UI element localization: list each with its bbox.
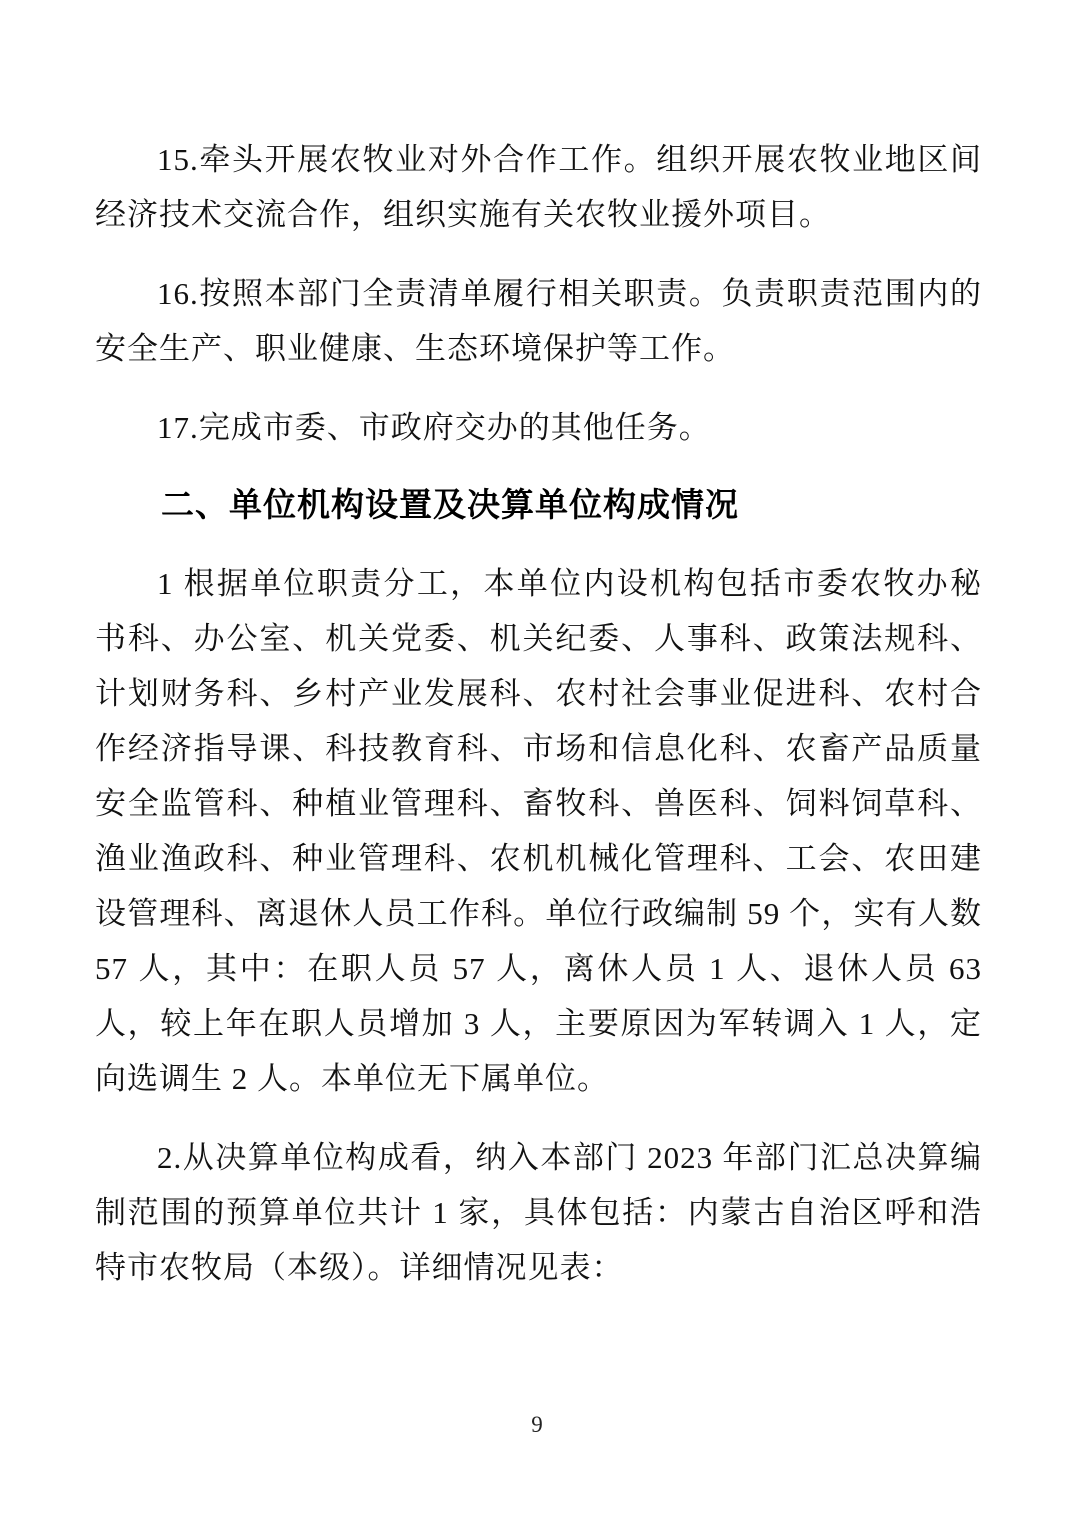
section-heading: 二、单位机构设置及决算单位构成情况 <box>161 486 739 523</box>
paragraph-duty-16: 16.按照本部门全责清单履行相关职责。负责职责范围内的安全生产、职业健康、生态环境保护等工作。 <box>95 276 982 366</box>
paragraph-unit-composition: 2.从决算单位构成看，纳入本部门 2023 年部门汇总决算编制范围的预算单位共计 1 家，具体包括：内蒙古自治区呼和浩特市农牧局（本级）。详细情况见表： <box>95 1140 982 1285</box>
paragraph-org-setup: 1 根据单位职责分工，本单位内设机构包括市委农牧办秘书科、办公室、机关党委、机关纪委、人事科、政策法规科、计划财务科、乡村产业发展科、农村社会事业促进科、农村合作经济指导课、科技教育科、市场和信息化科、农畜产品质量安全监管科、种植业管理科、畜牧科、兽医科、饲料饲草科、渔业渔政科、种业管理科、农机机械化管理科、工会、农田建设管理科、离退休人员工作科。单位行政编制 59 个，实有人数 57 人，其中：在职人员 57 人，离休人员 1 人、退休人员 63 人，较上年在职人员增加 3 人，主要原因为军转调入 1 人，定向选调生 2 人。本单位无下属单位。 <box>95 566 982 1096</box>
paragraph-duty-17: 17.完成市委、市政府交办的其他任务。 <box>157 410 711 445</box>
paragraph-duty-15: 15.牵头开展农牧业对外合作工作。组织开展农牧业地区间经济技术交流合作，组织实施有关农牧业援外项目。 <box>95 142 982 232</box>
page-number: 9 <box>531 1412 543 1437</box>
